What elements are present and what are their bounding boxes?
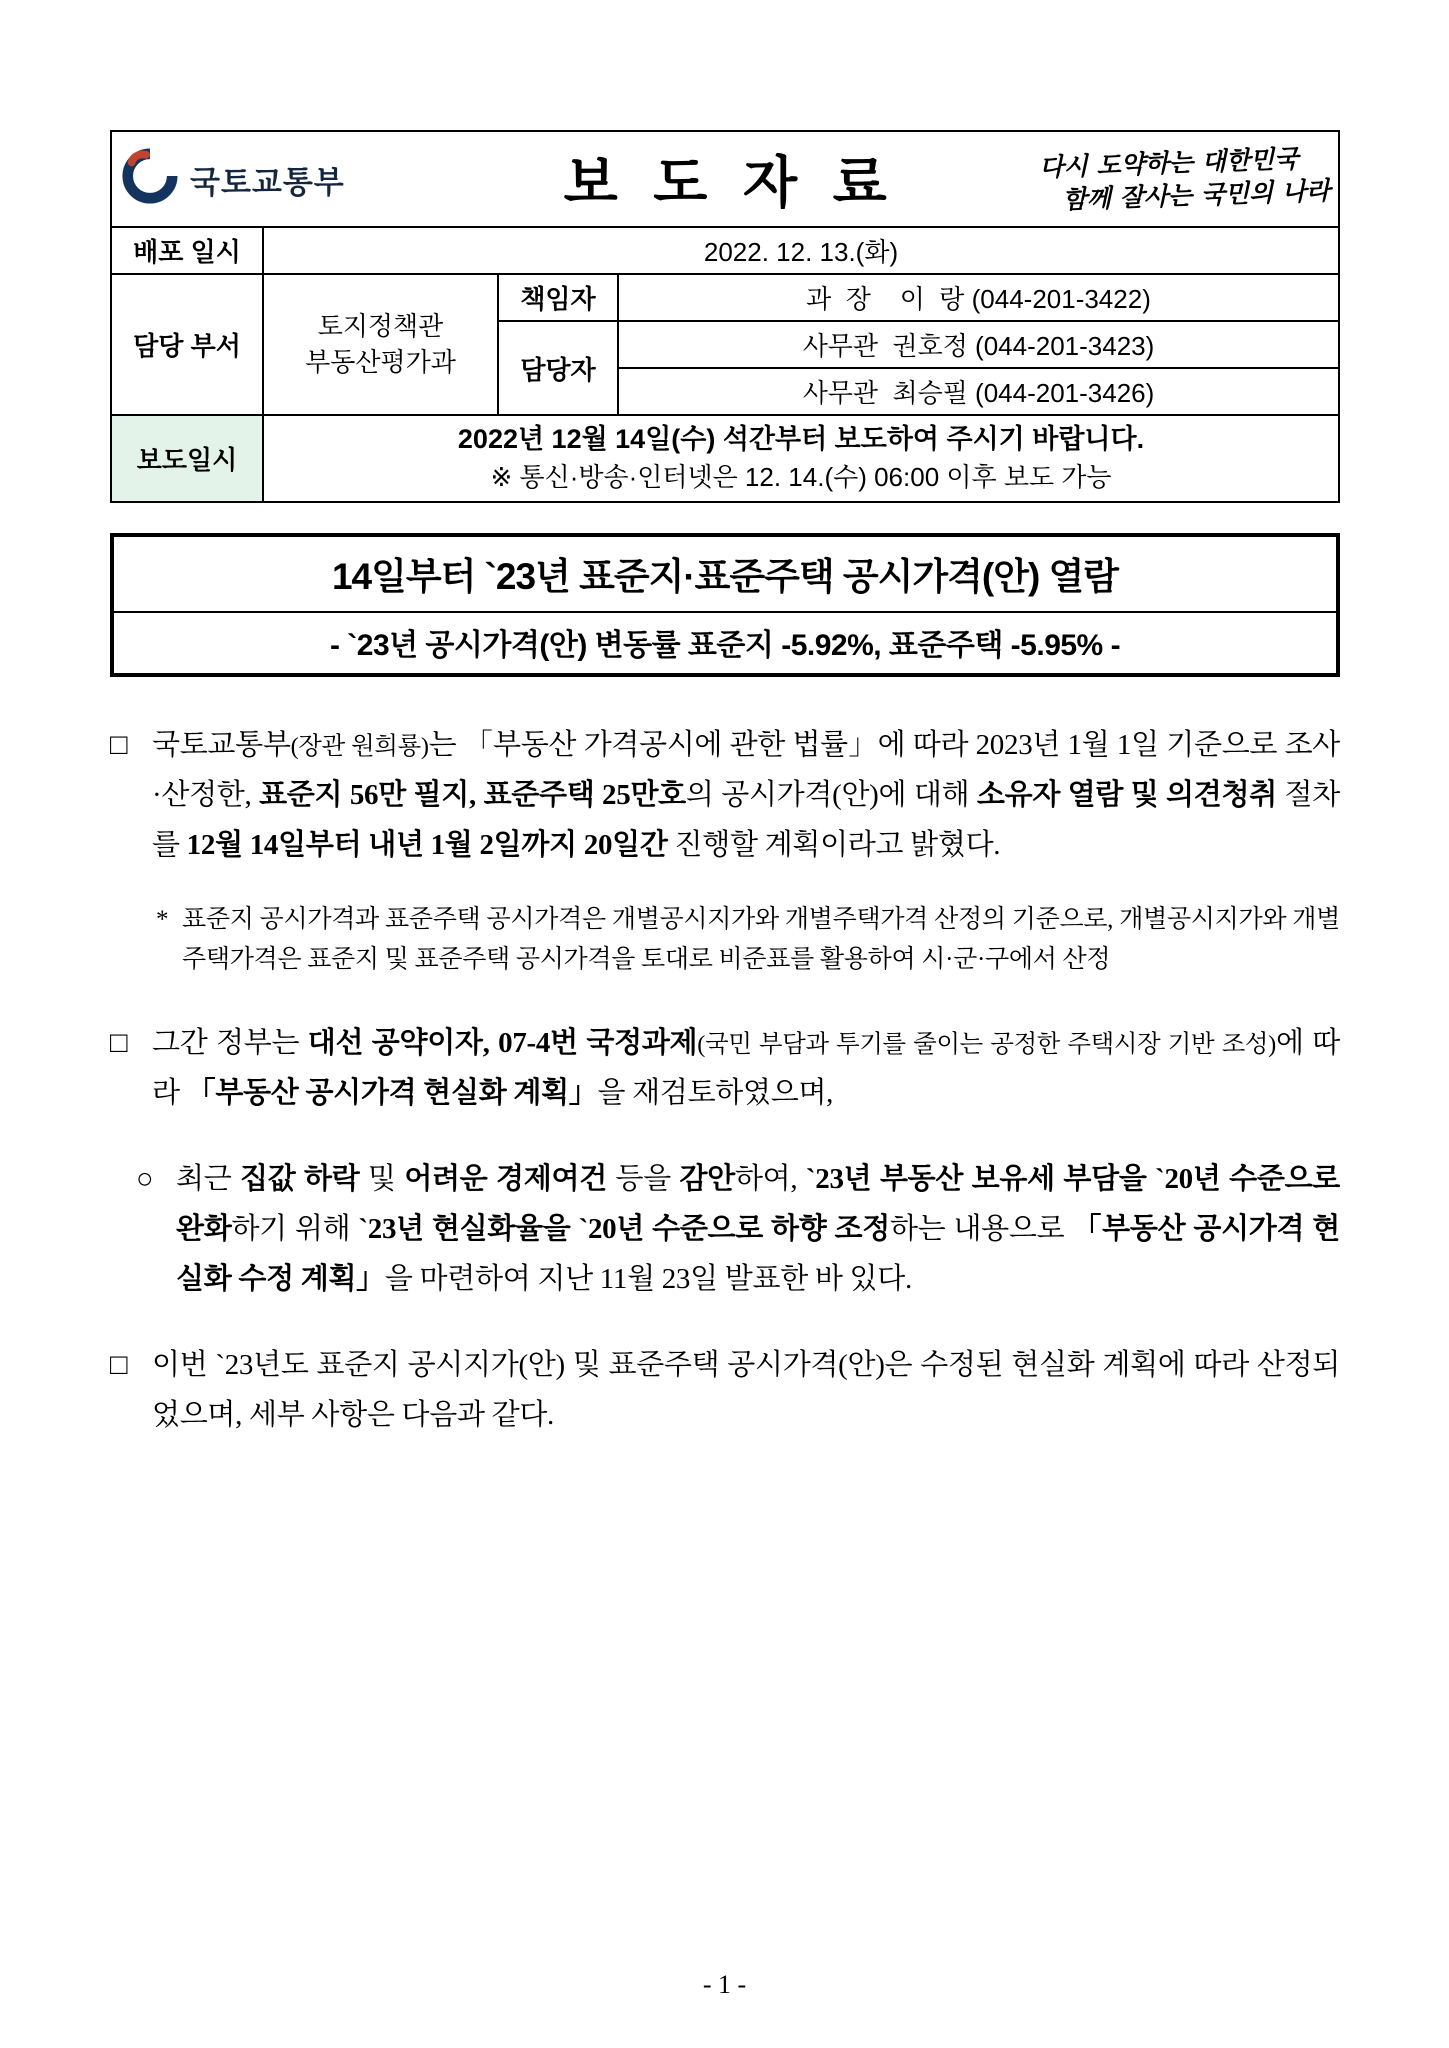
paragraph-marker: * — [156, 906, 169, 934]
page-number: - 1 - — [702, 1970, 747, 1999]
header-table — [110, 130, 1340, 503]
body-paragraphs — [110, 721, 1340, 1441]
government-slogan — [1039, 141, 1331, 216]
paragraph-marker: □ — [110, 1027, 128, 1060]
paragraph-marker: □ — [110, 1348, 128, 1381]
header-top-cell — [111, 131, 1339, 227]
paragraph — [110, 1155, 1340, 1305]
molit-logo-icon — [120, 147, 178, 212]
slogan-line-1: 다시 도약하는 대한민국 — [1039, 143, 1300, 182]
paragraph-text: 최근 집값 하락 및 어려운 경제여건 등을 감안하여, `23년 부동산 보유세 부담을 `20년 수준으로 완화하기 위해 `23년 현실화율을 `20년 수준으로 하향 조정하는 내용으로 「부동산 공시가격 현실화 수정 계획」을 마련하여 지난 11월 23일 발표한 바 있다. — [176, 1163, 1341, 1295]
paragraph — [110, 900, 1340, 979]
slogan-line-2: 함께 잘사는 국민의 나라 — [1062, 174, 1331, 214]
header-top-row — [111, 131, 1339, 227]
paragraph — [110, 1019, 1340, 1119]
headline-subtitle: - `23년 공시가격(안) 변동률 표준지 -5.92%, 표준주택 -5.95% - — [329, 628, 1121, 662]
department-row-1 — [111, 274, 1339, 321]
paragraph-marker: ○ — [136, 1163, 154, 1196]
embargo-line-1: 2022년 12월 14일(수) 석간부터 보도하여 주시기 바랍니다. — [457, 424, 1145, 454]
release-date-label: 배포 일시 — [111, 227, 263, 274]
staff-role-label: 담당자 — [498, 321, 618, 415]
paragraph-marker: □ — [110, 728, 128, 761]
doc-type-title: 보 도 자 료 — [563, 151, 897, 214]
embargo-row — [111, 415, 1339, 502]
embargo-line-2: ※ 통신·방송·인터넷은 12. 14.(수) 06:00 이후 보도 가능 — [490, 462, 1112, 493]
manager-contact: 과 장 이 랑 (044-201-3422) — [618, 274, 1339, 321]
department-office: 토지정책관 — [317, 311, 444, 342]
agency-logo — [120, 147, 420, 212]
paragraph-text: 국토교통부(장관 원희룡)는 「부동산 가격공시에 관한 법률」에 따라 2023년 1월 1일 기준으로 조사·산정한, 표준지 56만 필지, 표준주택 25만호의 공시가격(안)에 대해 소유자 열람 및 의견청취 절차를 12월 14일부터 내년 1월 2일까지 20일간 진행할 계획이라고 밝혔다. — [152, 728, 1340, 861]
department-name — [263, 274, 498, 415]
paragraph-text: 이번 `23년도 표준지 공시지가(안) 및 표준주택 공시가격(안)은 수정된 현실화 계획에 따라 산정되었으며, 세부 사항은 다음과 같다. — [152, 1348, 1340, 1431]
staff-contact-2: 사무관 최승필 (044-201-3426) — [618, 368, 1339, 415]
paragraph-text: 그간 정부는 대선 공약이자, 07-4번 국정과제(국민 부담과 투기를 줄이는 공정한 주택시장 기반 조성)에 따라 「부동산 공시가격 현실화 계획」을 재검토하였으며, — [152, 1027, 1340, 1110]
staff-contact-1: 사무관 권호정 (044-201-3423) — [618, 321, 1339, 368]
headline-block — [110, 533, 1340, 677]
department-label: 담당 부서 — [111, 274, 263, 415]
release-date-value: 2022. 12. 13.(화) — [263, 227, 1339, 274]
headline-title: 14일부터 `23년 표준지·표준주택 공시가격(안) 열람 — [114, 537, 1336, 613]
release-date-row — [111, 227, 1339, 274]
manager-role-label: 책임자 — [498, 274, 618, 321]
embargo-value — [263, 415, 1339, 502]
paragraph — [110, 721, 1340, 871]
embargo-label: 보도일시 — [111, 415, 263, 502]
agency-name: 국토교통부 — [190, 164, 345, 200]
paragraph-text: 표준지 공시가격과 표준주택 공시가격은 개별공시지가와 개별주택가격 산정의 기준으로, 개별공시지가와 개별주택가격은 표준지 및 표준주택 공시가격을 토대로 비준표를 활용하여 시·군·구에서 산정 — [182, 906, 1340, 973]
paragraph — [110, 1341, 1340, 1441]
department-division: 부동산평가과 — [305, 346, 456, 377]
page-content — [110, 130, 1340, 1477]
